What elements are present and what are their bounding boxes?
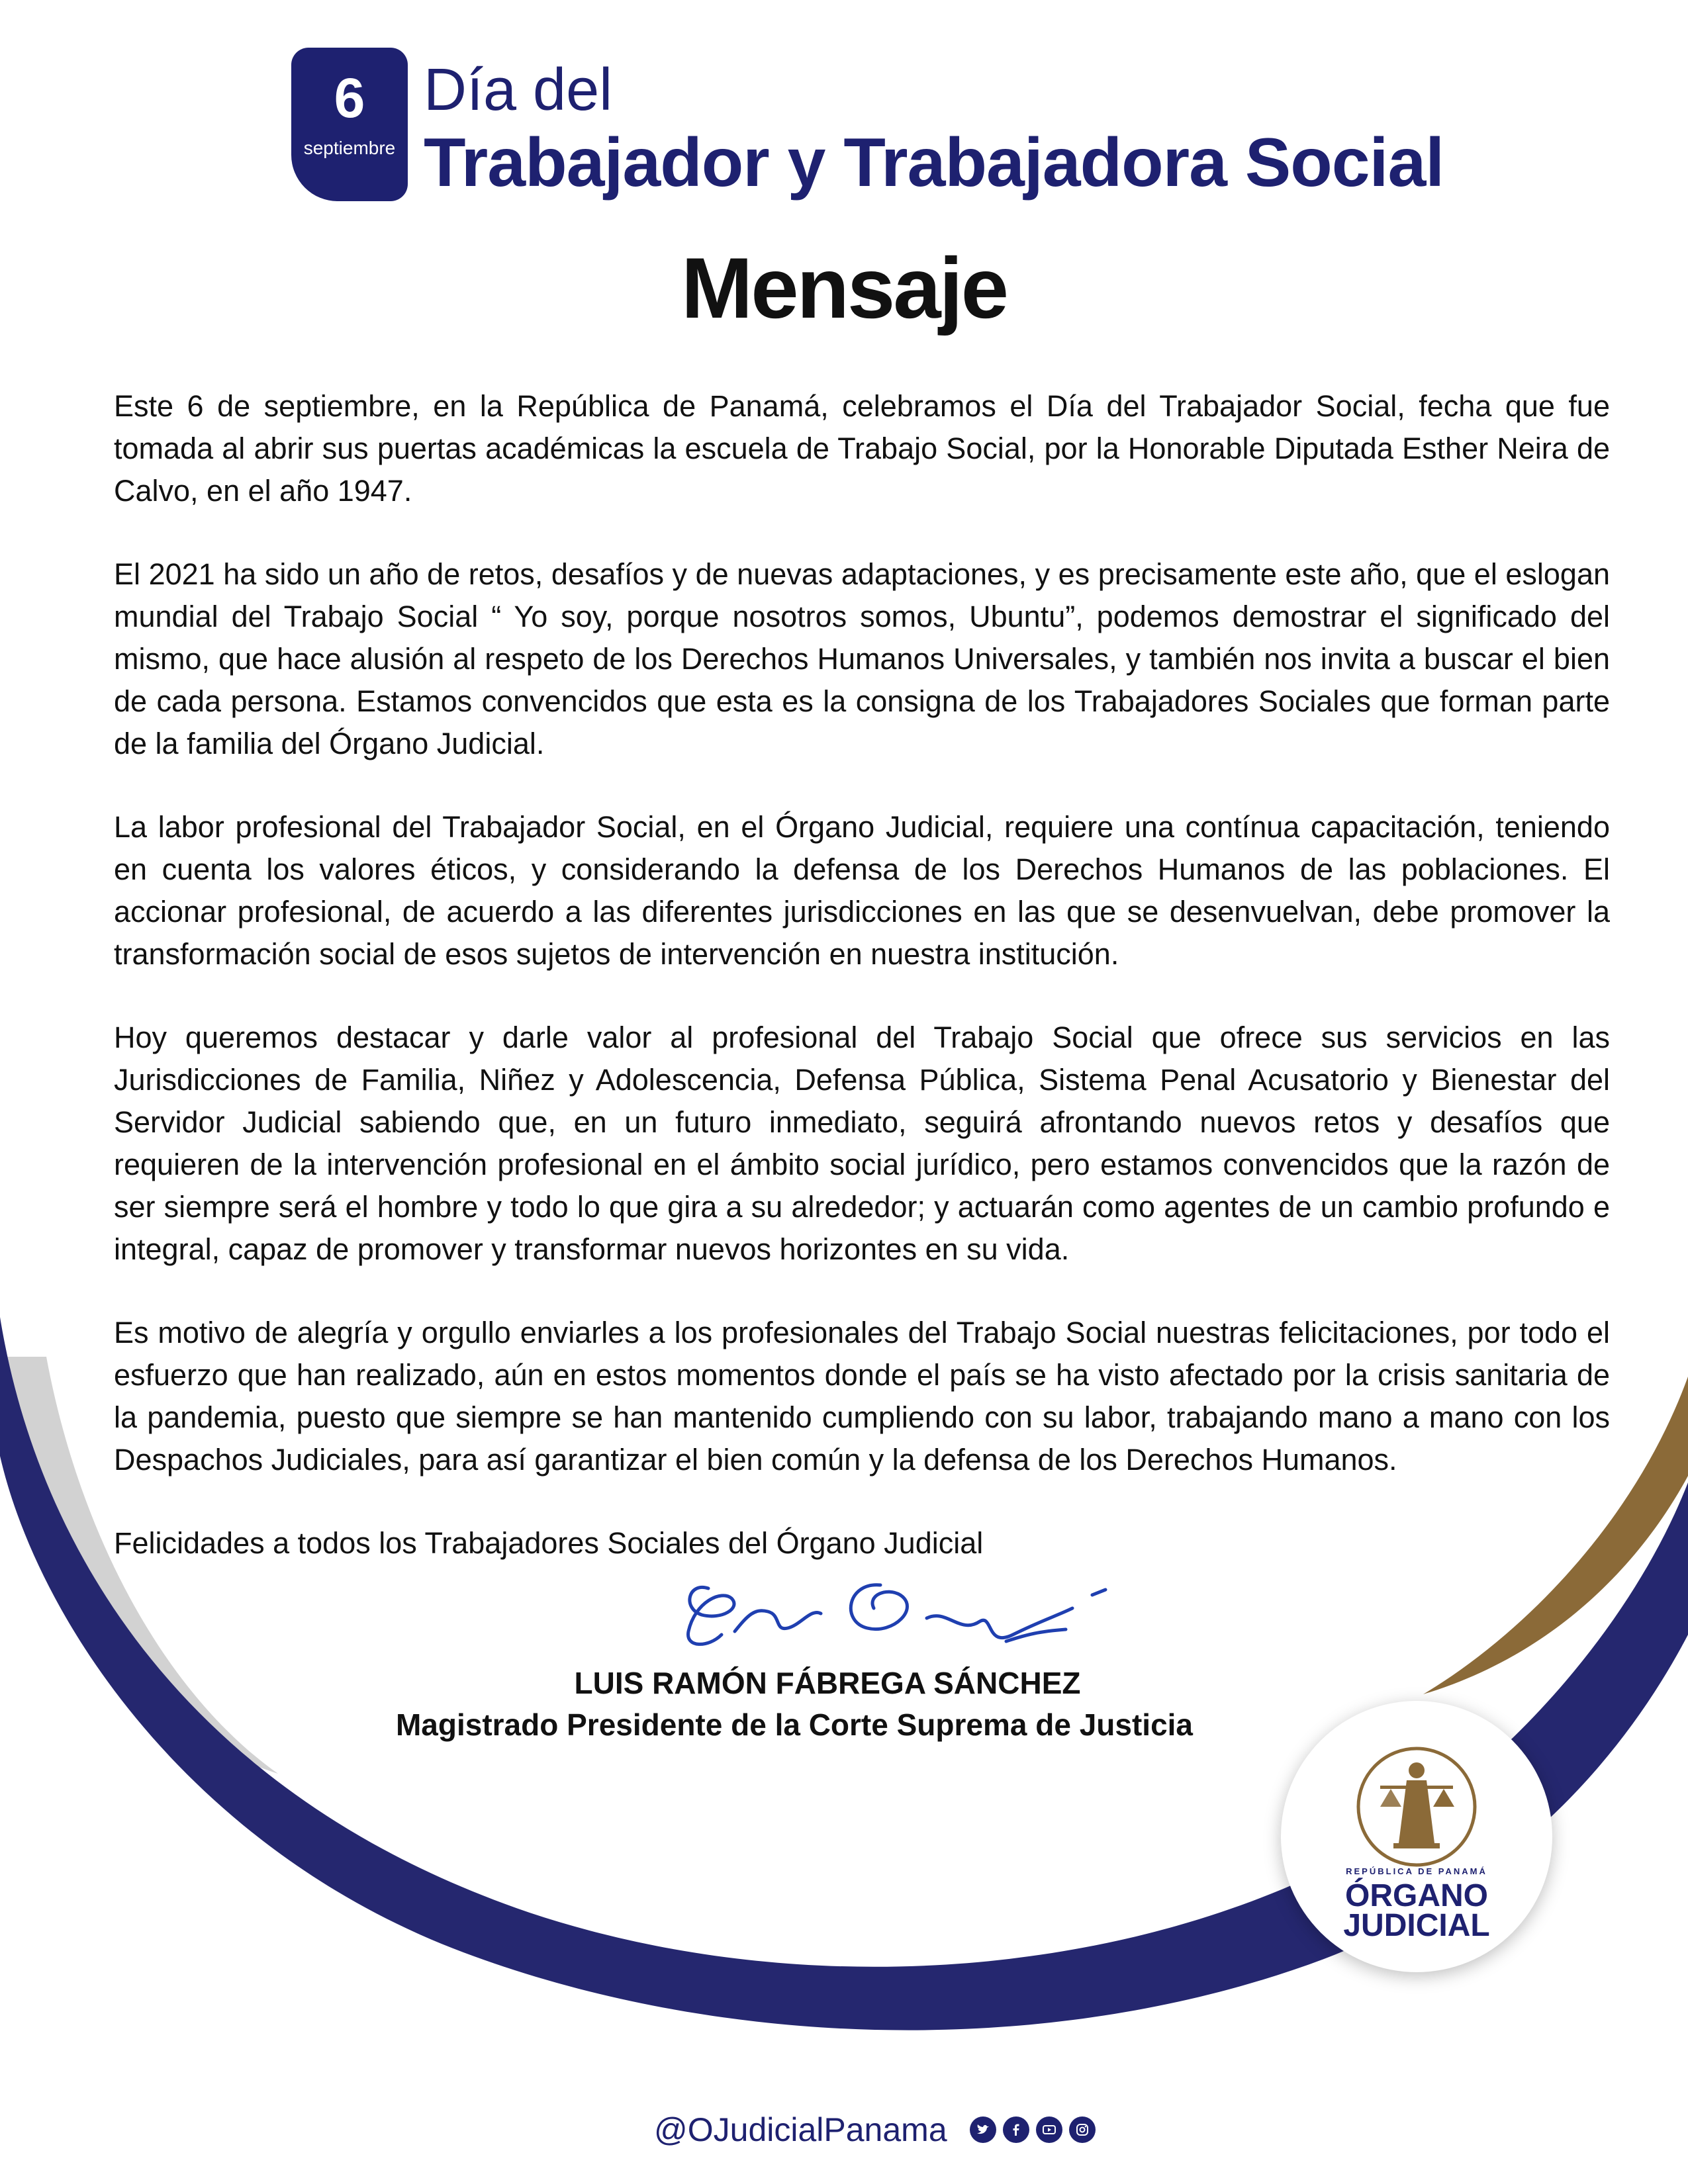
footer [654,2110,1096,2150]
seal-logo-icon [1281,1701,1552,1972]
svg-text:JUDICIAL: JUDICIAL [1343,1908,1490,1943]
date-day: 6 [334,67,365,129]
date-badge [291,48,408,201]
facebook-icon[interactable] [1003,2116,1029,2143]
organo-judicial-seal [1281,1701,1552,1972]
paragraph-1: Este 6 de septiembre, en la República de Panamá, celebramos el Día del Trabajador Social, fecha que fue tomada al abrir sus puertas académicas la escuela de Trabajo Social, por la Honorable Diputada Esther Neira de Calvo, en el año 1947. [114,389,1610,508]
title-line-2: Trabajador y Trabajadora Social [424,124,1444,201]
title-line-1: Día del [424,57,613,123]
signature-block [331,1662,1258,1746]
signer-name: LUIS RAMÓN FÁBREGA SÁNCHEZ [574,1666,1081,1700]
paragraph-5: Es motivo de alegría y orgullo enviarles a los profesionales del Trabajo Social nuestras felicitaciones, por todo el esfuerzo que han realizado, aún en estos momentos donde el país se ha visto afectado por la crisis sanitaria de la pandemia, puesto que siempre se han mantenido cumpliendo con su labor, trabajando mano a mano con los Despachos Judiciales, para así garantizar el bien común y la defensa de los Derechos Humanos. [114,1316,1610,1477]
instagram-icon[interactable] [1069,2116,1096,2143]
message-body [114,385,1610,1606]
twitter-icon[interactable] [970,2116,996,2143]
signer-title: Magistrado Presidente de la Corte Suprema de Justicia [395,1707,1194,1742]
header [291,46,1549,212]
paragraph-3: La labor profesional del Trabajador Social, en el Órgano Judicial, requiere una contínua capacitación, teniendo en cuenta los valores éticos, y considerando la defensa de los Derechos Humanos de las poblaciones. El accionar profesional, de acuerdo a las diferentes jurisdicciones en las que se desenvuelvan, debe promover la transformación social de esos sujetos de intervención en nuestra institución. [114,810,1610,971]
closing-line: Felicidades a todos los Trabajadores Sociales del Órgano Judicial [114,1526,984,1560]
svg-text:REPÚBLICA DE PANAMÁ: REPÚBLICA DE PANAMÁ [1346,1866,1487,1876]
social-icons [963,2116,1096,2143]
page-heading: Mensaje [680,240,1008,336]
youtube-icon[interactable] [1036,2116,1062,2143]
social-handle[interactable]: @OJudicialPanama [654,2111,947,2148]
date-month: septiembre [303,138,396,158]
svg-text:ÓRGANO: ÓRGANO [1345,1878,1488,1913]
paragraph-2: El 2021 ha sido un año de retos, desafíos y de nuevas adaptaciones, y es precisamente este año, que el eslogan mundial del Trabajo Social “ Yo soy, porque nosotros somos, Ubuntu”, podemos demostrar el significado del mismo, que hace alusión al respeto de los Derechos Humanos Universales, y también nos invita a buscar el bien de cada persona. Estamos convencidos que esta es la consigna de los Trabajadores Sociales que forman parte de la familia del Órgano Judicial. [114,557,1610,760]
paragraph-4: Hoy queremos destacar y darle valor al profesional del Trabajo Social que ofrece sus servicios en las Jurisdicciones de Familia, Niñez y Adolescencia, Defensa Pública, Sistema Penal Acusatorio y Bienestar del Servidor Judicial sabiendo que, en un futuro inmediato, seguirá afrontando nuevos retos y desafíos que requieren de la intervención profesional en el ámbito social jurídico, pero estamos convencidos que la razón de ser siempre será el hombre y todo lo que gira a su alrededor; y actuarán como agentes de un cambio profundo e integral, capaz de promover y transformar nuevos horizontes en su vida. [114,1021,1610,1266]
handwritten-signature [669,1569,1132,1668]
